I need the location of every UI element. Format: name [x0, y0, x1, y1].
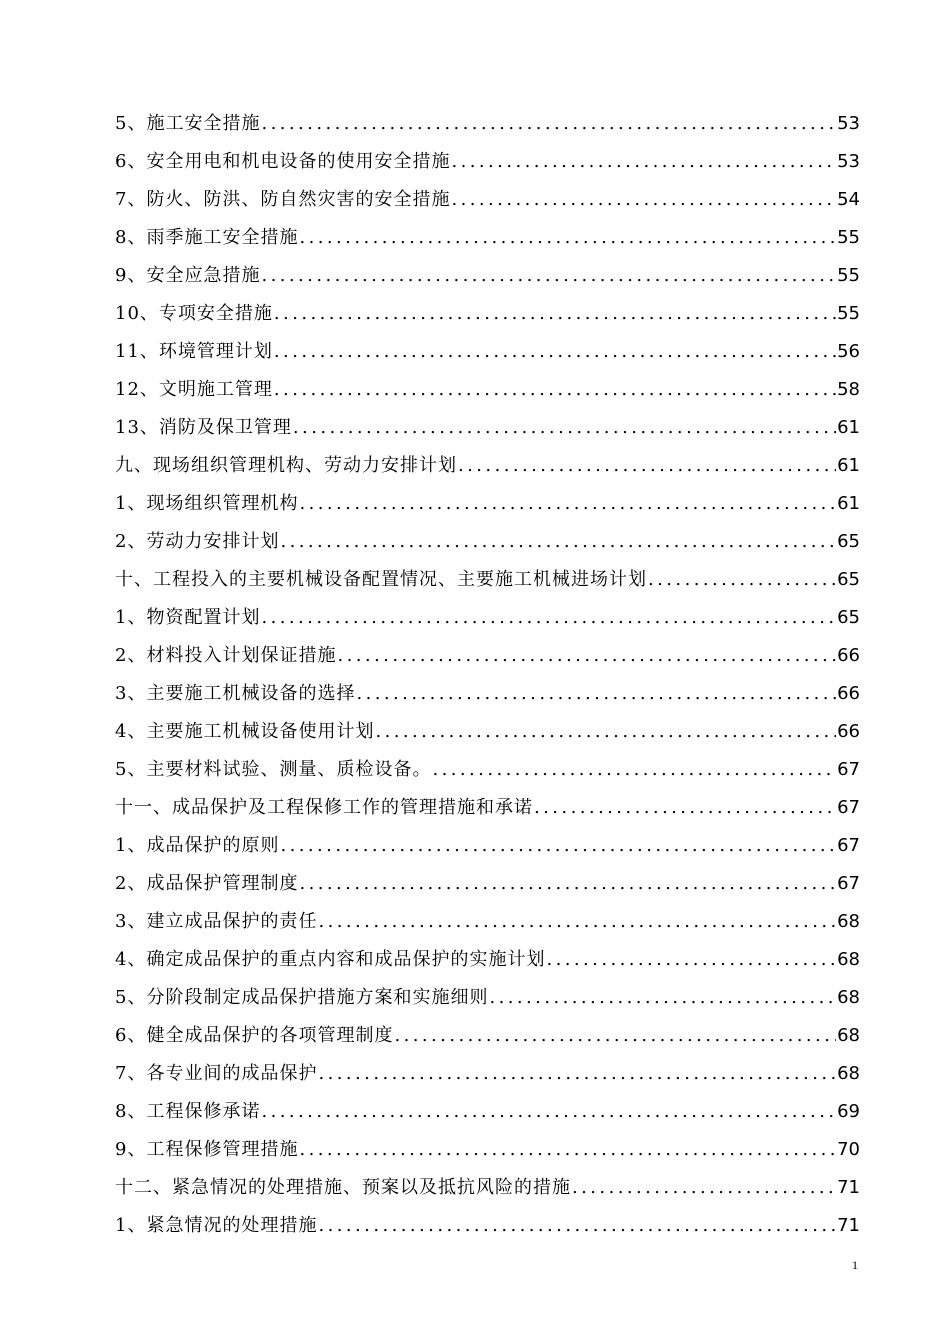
toc-dot-leader — [299, 485, 836, 523]
toc-dot-leader — [299, 865, 836, 903]
page-number: 1 — [852, 1258, 858, 1272]
toc-entry[interactable] — [115, 713, 860, 751]
toc-entry-title: 6、健全成品保护的各项管理制度 — [115, 1025, 394, 1046]
toc-dot-leader — [318, 1207, 836, 1245]
toc-dot-leader — [451, 143, 836, 181]
toc-entry-title: 7、防火、防洪、防自然灾害的安全措施 — [115, 189, 451, 210]
toc-entry[interactable] — [115, 105, 860, 143]
toc-entry[interactable] — [115, 219, 860, 257]
toc-dot-leader — [261, 257, 836, 295]
toc-dot-leader — [318, 1055, 836, 1093]
toc-entry[interactable] — [115, 903, 860, 941]
toc-dot-leader — [648, 561, 836, 599]
toc-entry-page: 71 — [837, 1177, 860, 1198]
toc-dot-leader — [274, 295, 836, 333]
toc-dot-leader — [280, 523, 836, 561]
toc-entry[interactable] — [115, 789, 860, 827]
toc-dot-leader — [375, 713, 836, 751]
toc-dot-leader — [534, 789, 836, 827]
toc-entry[interactable] — [115, 181, 860, 219]
toc-entry[interactable] — [115, 409, 860, 447]
toc-dot-leader — [394, 1017, 836, 1055]
toc-entry[interactable] — [115, 143, 860, 181]
toc-entry[interactable] — [115, 333, 860, 371]
toc-dot-leader — [318, 903, 836, 941]
toc-entry[interactable] — [115, 675, 860, 713]
toc-entry-title: 6、安全用电和机电设备的使用安全措施 — [115, 151, 451, 172]
toc-dot-leader — [274, 333, 836, 371]
toc-entry-title: 2、劳动力安排计划 — [115, 531, 280, 552]
toc-entry[interactable] — [115, 1017, 860, 1055]
toc-entry-page: 65 — [837, 569, 860, 590]
toc-entry-page: 66 — [837, 721, 860, 742]
toc-dot-leader — [458, 447, 836, 485]
toc-dot-leader — [261, 599, 836, 637]
toc-entry[interactable] — [115, 257, 860, 295]
toc-entry-page: 55 — [837, 303, 860, 324]
toc-entry[interactable] — [115, 1093, 860, 1131]
toc-entry[interactable] — [115, 827, 860, 865]
toc-entry-page: 68 — [837, 911, 860, 932]
toc-entry-page: 65 — [837, 531, 860, 552]
toc-entry-title: 十、工程投入的主要机械设备配置情况、主要施工机械进场计划 — [115, 569, 647, 590]
toc-dot-leader — [274, 371, 836, 409]
toc-dot-leader — [299, 1131, 836, 1169]
toc-dot-leader — [261, 105, 836, 143]
toc-entry-page: 68 — [837, 987, 860, 1008]
toc-entry-page: 66 — [837, 645, 860, 666]
toc-entry-title: 3、主要施工机械设备的选择 — [115, 683, 356, 704]
toc-entry-page: 53 — [837, 113, 860, 134]
toc-entry-page: 61 — [837, 417, 860, 438]
toc-entry-page: 67 — [837, 835, 860, 856]
toc-entry-title: 5、施工安全措施 — [115, 113, 261, 134]
toc-dot-leader — [546, 941, 836, 979]
toc-entry-page: 68 — [837, 1025, 860, 1046]
toc-dot-leader — [451, 181, 836, 219]
toc-entry-title: 8、工程保修承诺 — [115, 1101, 261, 1122]
toc-entry[interactable] — [115, 371, 860, 409]
toc-entry[interactable] — [115, 523, 860, 561]
toc-entry[interactable] — [115, 561, 860, 599]
toc-dot-leader — [293, 409, 836, 447]
toc-entry-title: 九、现场组织管理机构、劳动力安排计划 — [115, 455, 457, 476]
toc-entry[interactable] — [115, 295, 860, 333]
toc-entry-page: 53 — [837, 151, 860, 172]
toc-entry[interactable] — [115, 979, 860, 1017]
toc-entry-page: 58 — [837, 379, 860, 400]
toc-entry[interactable] — [115, 1055, 860, 1093]
toc-entry[interactable] — [115, 599, 860, 637]
toc-entry[interactable] — [115, 637, 860, 675]
toc-dot-leader — [261, 1093, 836, 1131]
toc-dot-leader — [489, 979, 836, 1017]
toc-entry-page: 66 — [837, 683, 860, 704]
toc-entry-title: 11、环境管理计划 — [115, 341, 273, 362]
toc-entry-page: 54 — [837, 189, 860, 210]
toc-entry-page: 55 — [837, 265, 860, 286]
toc-dot-leader — [337, 637, 836, 675]
toc-dot-leader — [280, 827, 836, 865]
toc-entry-title: 5、主要材料试验、测量、质检设备。 — [115, 759, 432, 780]
toc-entry-page: 70 — [837, 1139, 860, 1160]
toc-entry[interactable] — [115, 941, 860, 979]
toc-entry-page: 55 — [837, 227, 860, 248]
toc-entry-page: 69 — [837, 1101, 860, 1122]
toc-entry-title: 7、各专业间的成品保护 — [115, 1063, 318, 1084]
toc-entry-title: 2、材料投入计划保证措施 — [115, 645, 337, 666]
toc-entry-title: 8、雨季施工安全措施 — [115, 227, 299, 248]
toc-entry-title: 10、专项安全措施 — [115, 303, 273, 324]
toc-entry[interactable] — [115, 1169, 860, 1207]
toc-entry[interactable] — [115, 865, 860, 903]
toc-entry-page: 56 — [837, 341, 860, 362]
toc-entry-title: 12、文明施工管理 — [115, 379, 273, 400]
toc-entry-title: 4、主要施工机械设备使用计划 — [115, 721, 375, 742]
toc-entry-title: 2、成品保护管理制度 — [115, 873, 299, 894]
toc-entry-title: 1、成品保护的原则 — [115, 835, 280, 856]
toc-entry-title: 9、工程保修管理措施 — [115, 1139, 299, 1160]
toc-entry-title: 1、物资配置计划 — [115, 607, 261, 628]
toc-entry[interactable] — [115, 485, 860, 523]
toc-entry-title: 十二、紧急情况的处理措施、预案以及抵抗风险的措施 — [115, 1177, 571, 1198]
toc-entry-page: 68 — [837, 1063, 860, 1084]
toc-entry-title: 1、紧急情况的处理措施 — [115, 1215, 318, 1236]
toc-entry-page: 68 — [837, 949, 860, 970]
table-of-contents — [115, 105, 860, 1245]
toc-entry-title: 9、安全应急措施 — [115, 265, 261, 286]
toc-entry[interactable] — [115, 751, 860, 789]
toc-dot-leader — [572, 1169, 836, 1207]
toc-entry-title: 3、建立成品保护的责任 — [115, 911, 318, 932]
toc-entry-title: 13、消防及保卫管理 — [115, 417, 292, 438]
toc-dot-leader — [299, 219, 836, 257]
toc-entry[interactable] — [115, 1131, 860, 1169]
toc-dot-leader — [356, 675, 836, 713]
toc-entry-title: 4、确定成品保护的重点内容和成品保护的实施计划 — [115, 949, 546, 970]
toc-dot-leader — [432, 751, 836, 789]
toc-entry-title: 十一、成品保护及工程保修工作的管理措施和承诺 — [115, 797, 533, 818]
toc-entry-page: 61 — [837, 493, 860, 514]
toc-entry-page: 67 — [837, 797, 860, 818]
toc-entry-title: 5、分阶段制定成品保护措施方案和实施细则 — [115, 987, 489, 1008]
toc-entry[interactable] — [115, 1207, 860, 1245]
toc-entry-page: 67 — [837, 759, 860, 780]
toc-entry[interactable] — [115, 447, 860, 485]
toc-entry-page: 61 — [837, 455, 860, 476]
toc-entry-title: 1、现场组织管理机构 — [115, 493, 299, 514]
toc-entry-page: 67 — [837, 873, 860, 894]
toc-entry-page: 71 — [837, 1215, 860, 1236]
toc-entry-page: 65 — [837, 607, 860, 628]
